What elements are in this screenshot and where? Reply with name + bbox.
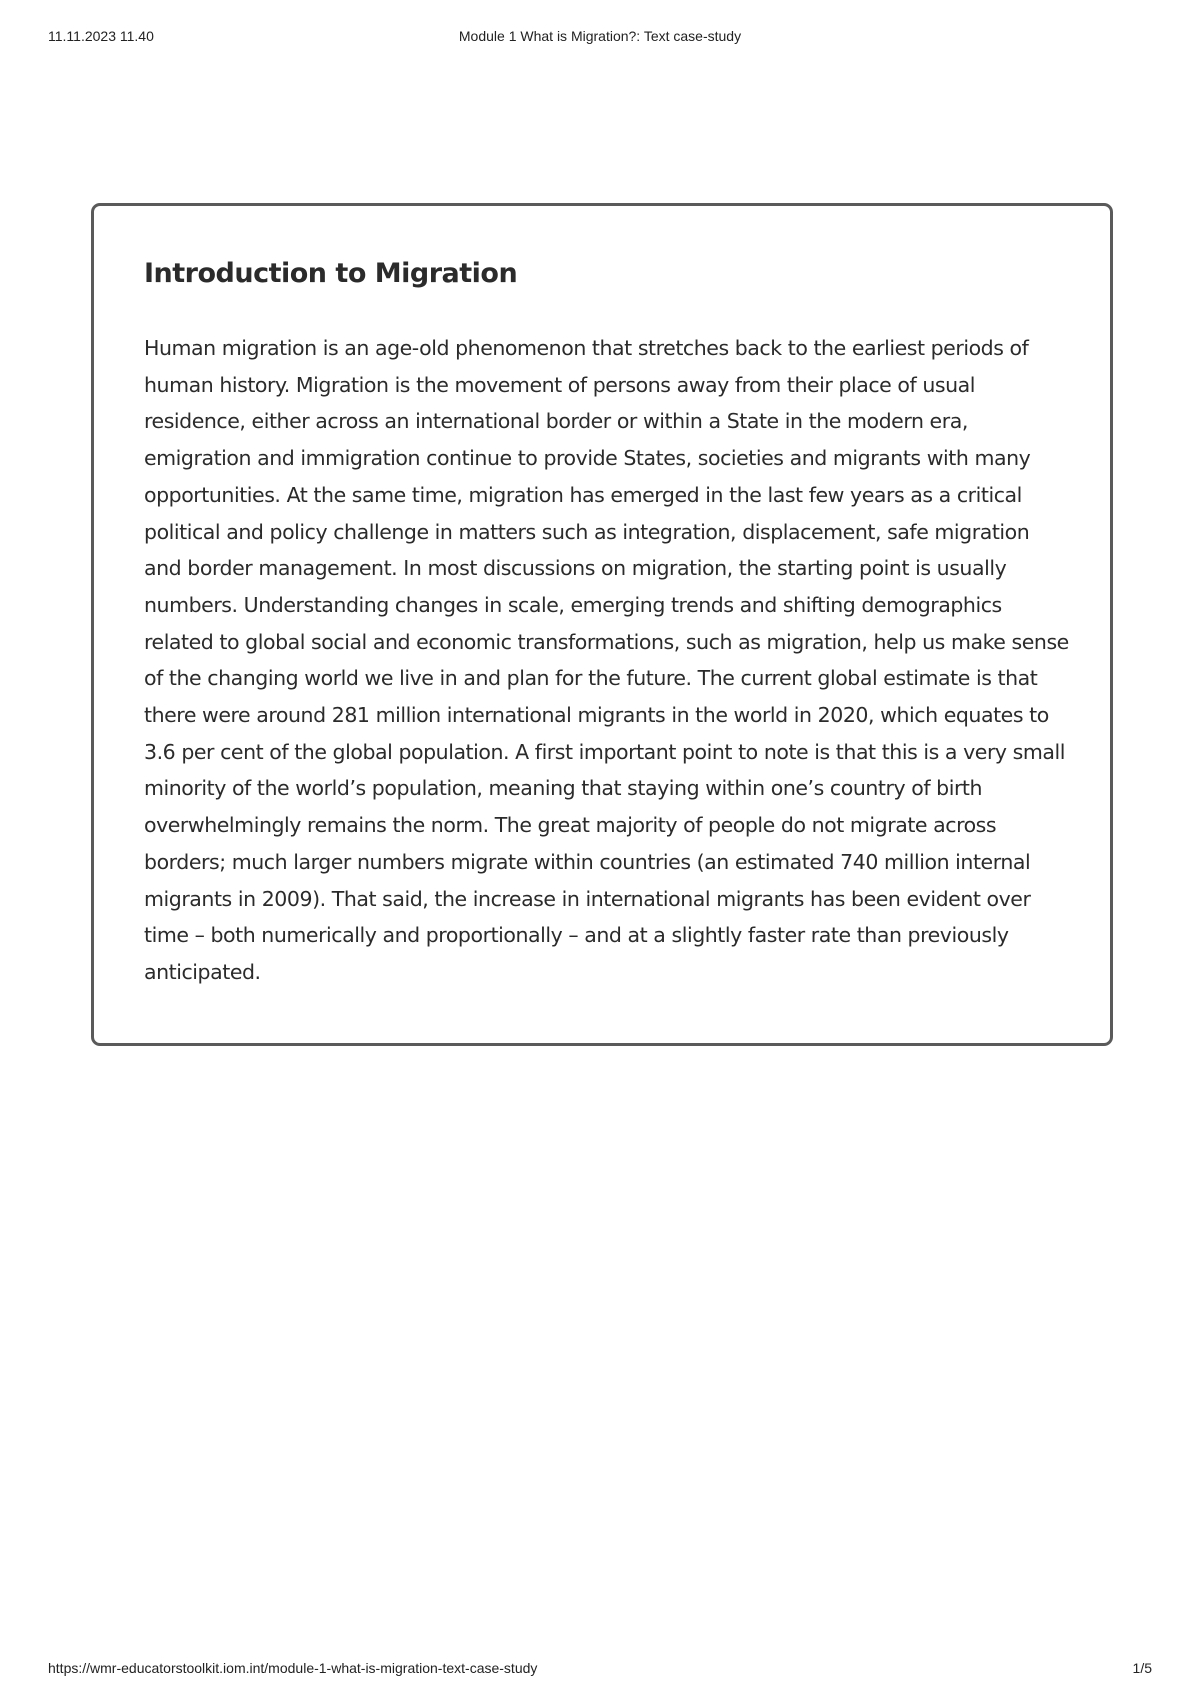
section-title: Introduction to Migration	[144, 258, 518, 289]
print-footer	[48, 1660, 1152, 1680]
print-header	[48, 28, 1152, 48]
page-number: 1/5	[1132, 1660, 1152, 1676]
print-page-title: Module 1 What is Migration?: Text case-study	[458, 28, 742, 44]
page-url: https://wmr-educatorstoolkit.iom.int/module-1-what-is-migration-text-case-study	[48, 1660, 538, 1676]
print-date: 11.11.2023 11.40	[48, 28, 154, 44]
content-card	[91, 203, 1113, 1046]
section-body-text: Human migration is an age-old phenomenon that stretches back to the earliest periods of human history. Migration is the movement of persons away from their place of usual residence, either across an international border or within a State in the modern era, emigration and immigration continue to provide States, societies and migrants with many opportunities. At the same time, migration has emerged in the last few years as a critical political and policy challenge in matters such as integration, displacement, safe migration and border management. In most discussions on migration, the starting point is usually numbers. Understanding changes in scale, emerging trends and shifting demographics related to global social and economic transformations, such as migration, help us make sense of the changing world we live in and plan for the future. The current global estimate is that there were around 281 million international migrants in the world in 2020, which equates to 3.6 per cent of the global population. A first important point to note is that this is a very small minority of the world’s population, meaning that staying within one’s country of birth overwhelmingly remains the norm. The great majority of people do not migrate across borders; much larger numbers migrate within countries (an estimated 740 million internal migrants in 2009). That said, the increase in international migrants has been evident over time – both numerically and proportionally – and at a slightly faster rate than previously anticipated.	[144, 336, 1069, 984]
